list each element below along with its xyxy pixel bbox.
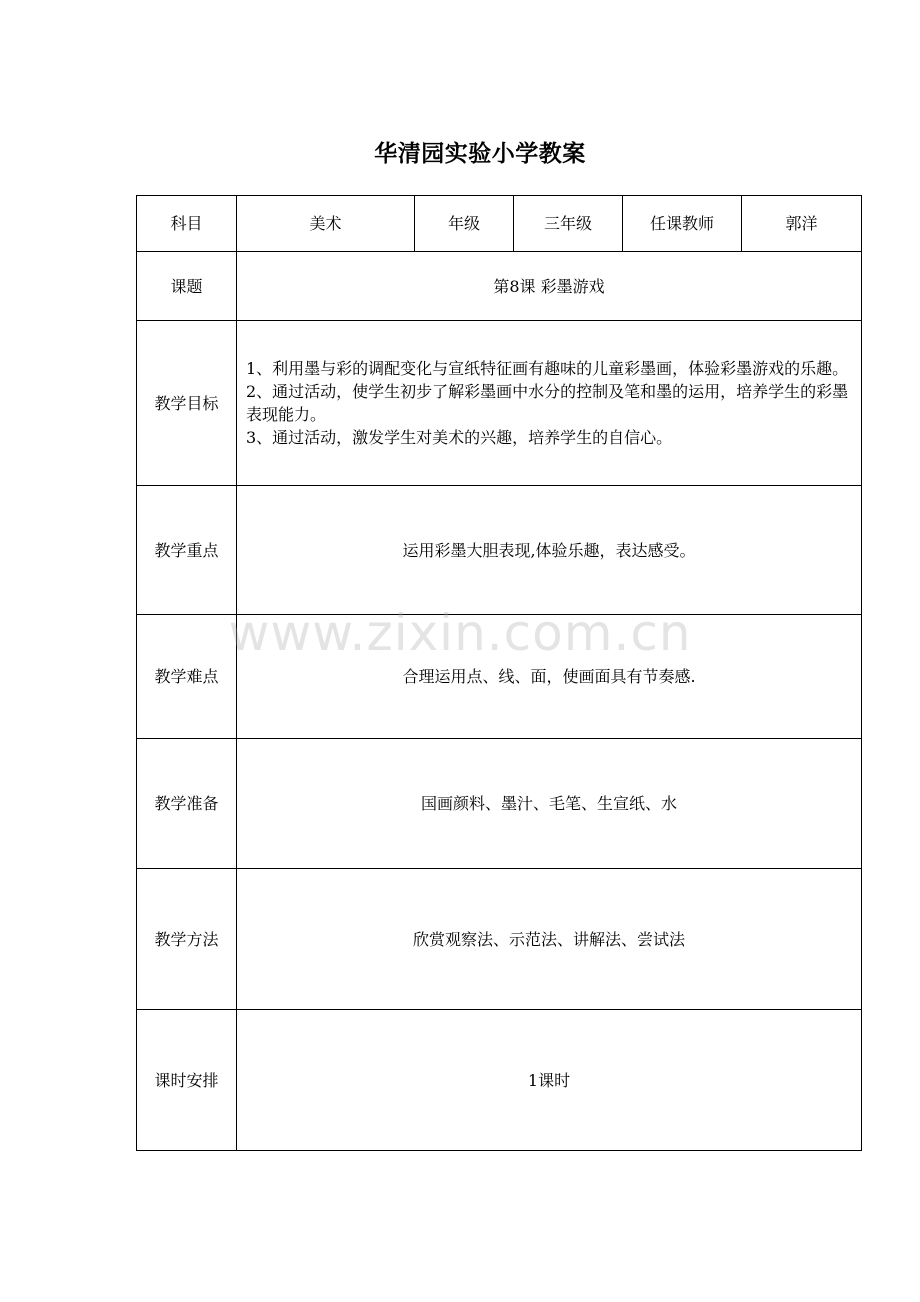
key-points-value: 运用彩墨大胆表现,体验乐趣，表达感受。	[237, 486, 862, 615]
grade-label: 年级	[415, 196, 514, 252]
preparation-value: 国画颜料、墨汁、毛笔、生宣纸、水	[237, 739, 862, 869]
watermark: www.zixin.com.cn	[228, 604, 692, 662]
topic-label: 课题	[137, 252, 237, 321]
topic-row	[137, 252, 862, 321]
methods-label: 教学方法	[137, 869, 237, 1010]
difficulties-label: 教学难点	[137, 615, 237, 739]
preparation-row	[137, 739, 862, 869]
key-points-label: 教学重点	[137, 486, 237, 615]
key-points-row	[137, 486, 862, 615]
schedule-row	[137, 1010, 862, 1151]
methods-row	[137, 869, 862, 1010]
grade-value: 三年级	[514, 196, 623, 252]
objective-item: 1、利用墨与彩的调配变化与宣纸特征画有趣味的儿童彩墨画，体验彩墨游戏的乐趣。	[246, 359, 849, 378]
subject-label: 科目	[137, 196, 237, 252]
subject-value: 美术	[237, 196, 415, 252]
difficulties-row	[137, 615, 862, 739]
preparation-label: 教学准备	[137, 739, 237, 869]
page-title: 华清园实验小学教案	[374, 141, 586, 167]
objectives-row	[137, 321, 862, 486]
objectives-list	[237, 321, 862, 486]
header-row	[137, 196, 862, 252]
methods-value: 欣赏观察法、示范法、讲解法、尝试法	[237, 869, 862, 1010]
topic-value: 第8课 彩墨游戏	[237, 252, 862, 321]
difficulties-value: 合理运用点、线、面，使画面具有节奏感.	[237, 615, 862, 739]
objectives-label: 教学目标	[137, 321, 237, 486]
teacher-value: 郭洋	[742, 196, 862, 252]
objective-item: 3、通过活动，激发学生对美术的兴趣，培养学生的自信心。	[246, 428, 673, 447]
objective-item: 2、通过活动，使学生初步了解彩墨画中水分的控制及笔和墨的运用，培养学生的彩墨表现能力。	[246, 382, 849, 424]
schedule-value: 1课时	[237, 1010, 862, 1151]
schedule-label: 课时安排	[137, 1010, 237, 1151]
teacher-label: 任课教师	[623, 196, 742, 252]
lesson-plan-table	[136, 195, 862, 1151]
